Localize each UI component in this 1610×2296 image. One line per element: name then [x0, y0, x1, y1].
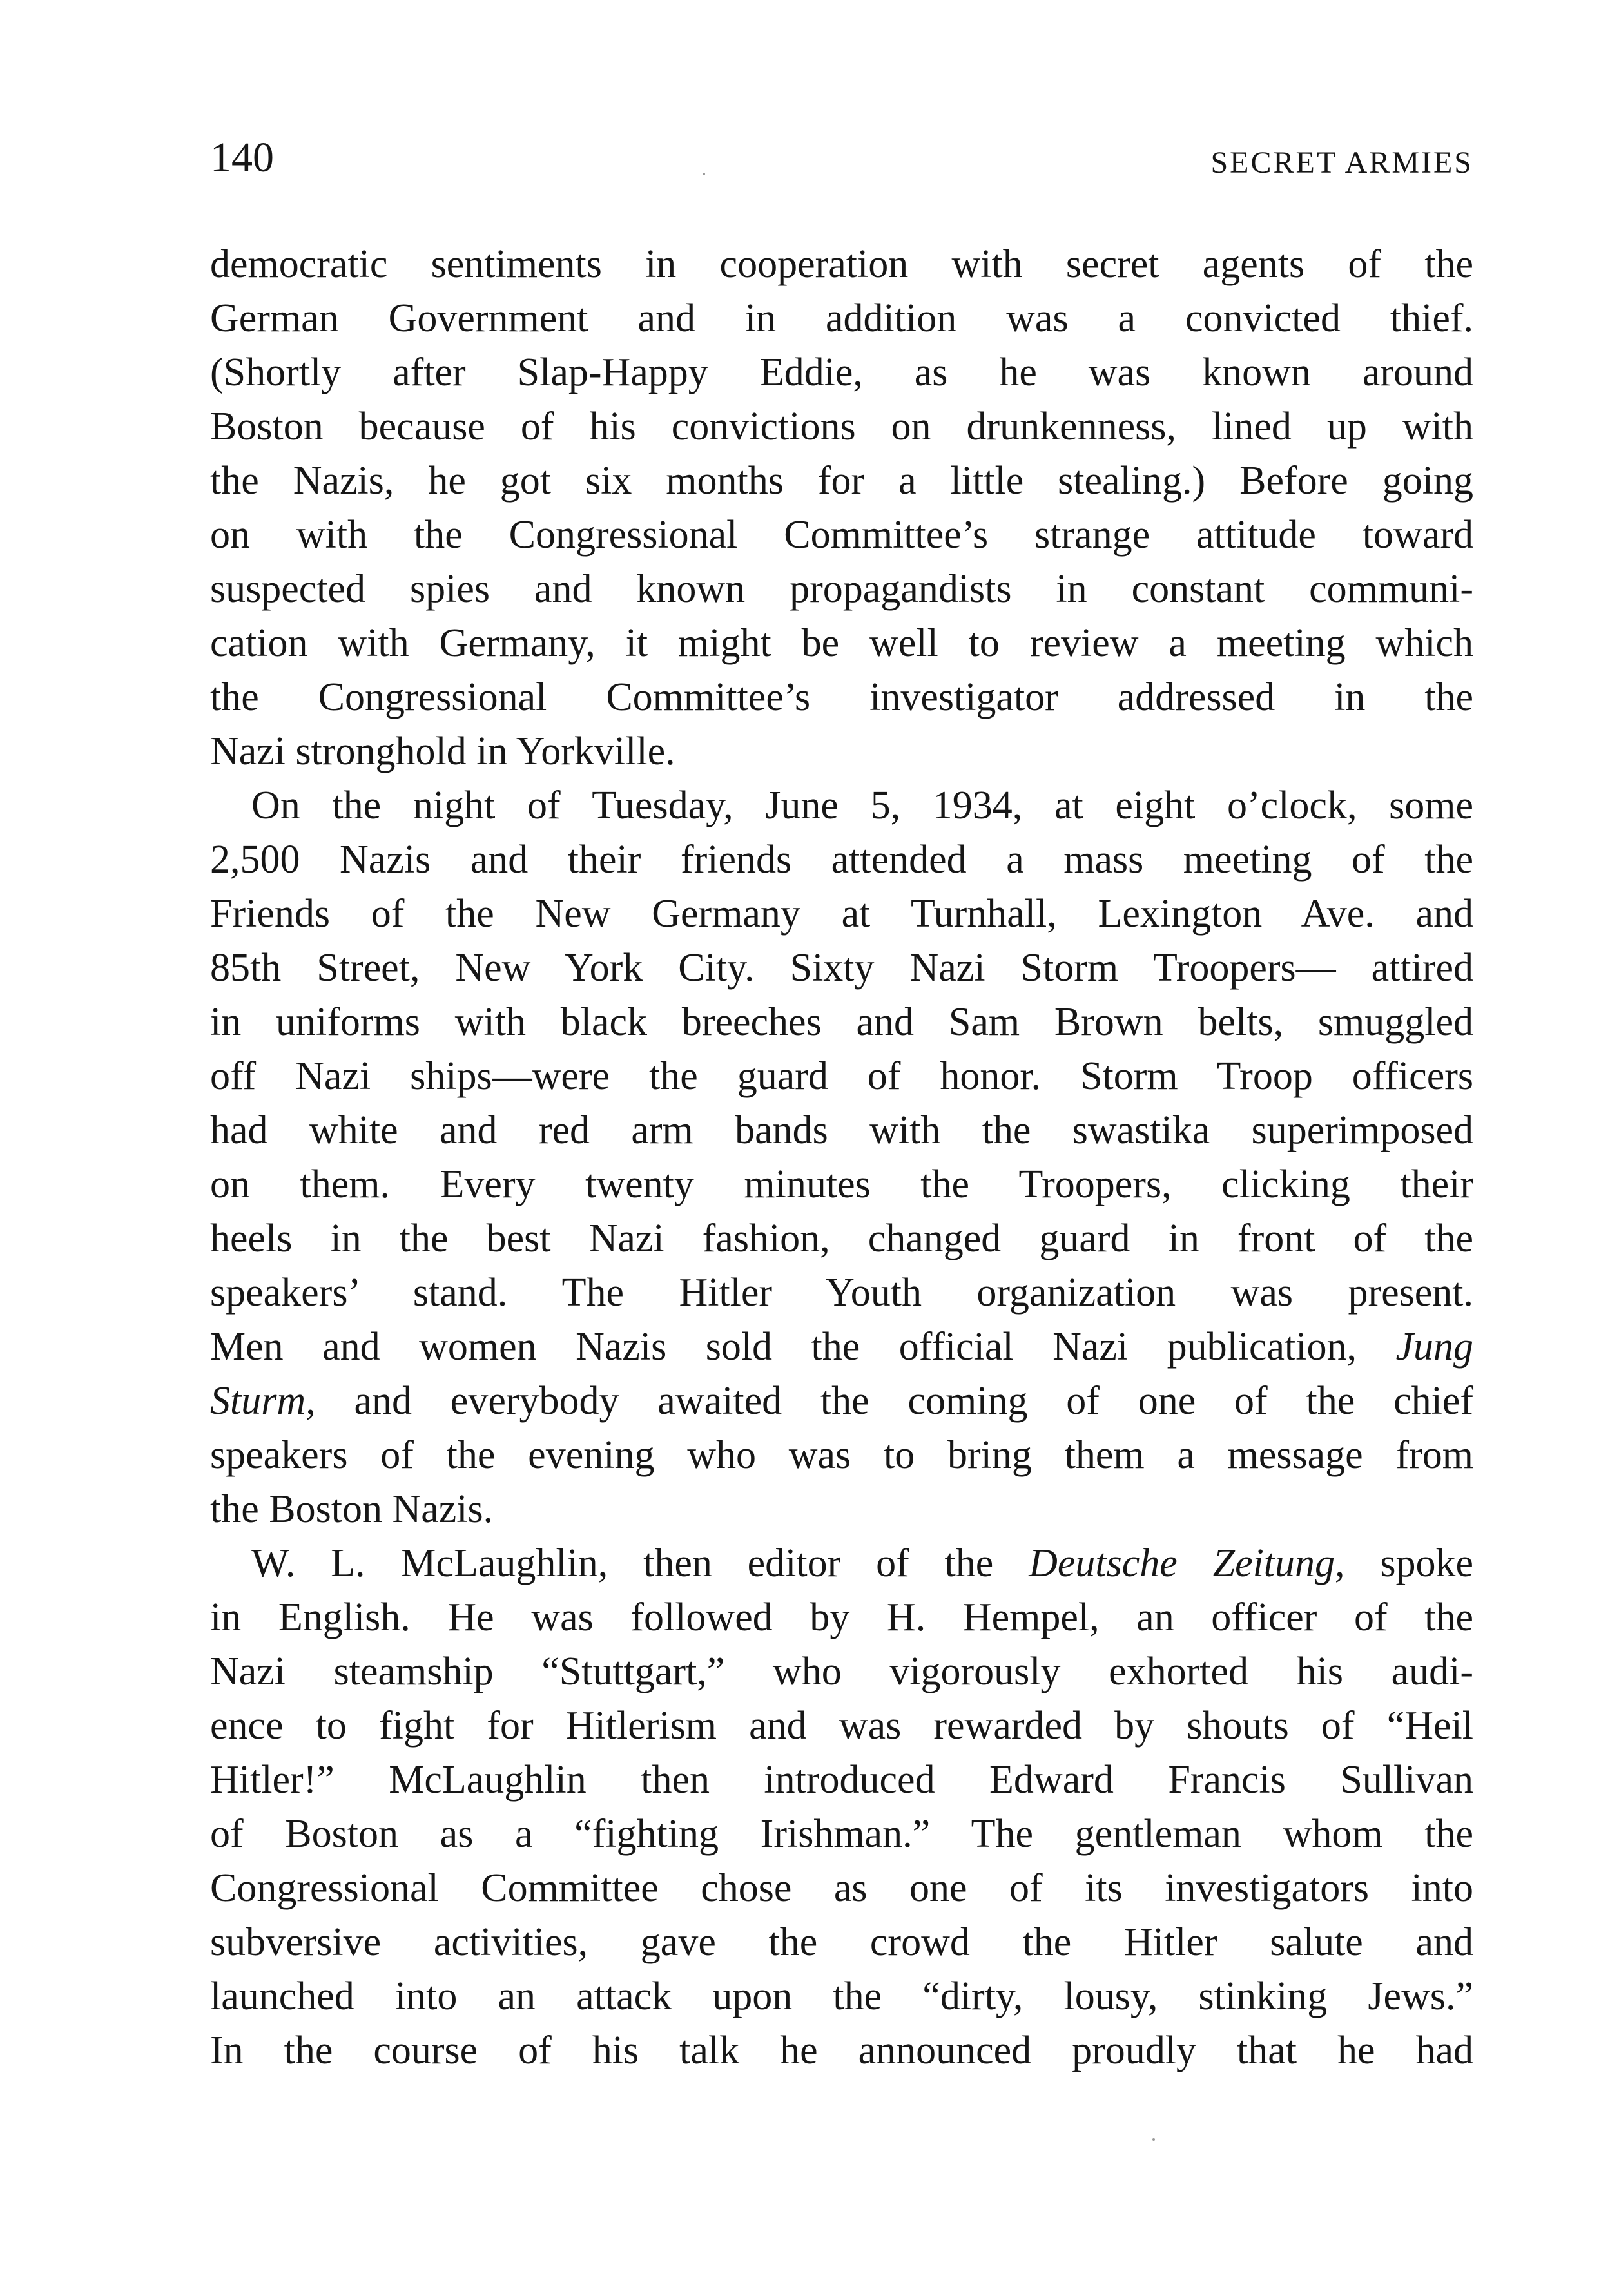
body-text: [210, 237, 1473, 2078]
text-segment: spoke: [1380, 1541, 1474, 1585]
text-line: suspected spies and known propagandists in constant communi-: [210, 567, 1473, 611]
publication-title-italic: Sturm,: [210, 1379, 316, 1423]
paper-speck: [703, 173, 705, 175]
text-line: the Congressional Committee’s investigator addressed in the: [210, 675, 1473, 719]
text-line: speakers of the evening who was to bring them a message from: [210, 1433, 1473, 1477]
text-line: in uniforms with black breeches and Sam Brown belts, smuggled: [210, 1000, 1473, 1044]
text-line: 85th Street, New York City. Sixty Nazi Storm Troopers— attired: [210, 946, 1473, 990]
paper-speck: [1152, 2138, 1155, 2141]
text-segment: W. L. McLaughlin, then editor of the: [251, 1541, 994, 1585]
running-head: SECRET ARMIES: [1210, 146, 1473, 180]
text-line: On the night of Tuesday, June 5, 1934, at eight o’clock, some: [251, 784, 1473, 827]
text-line: the Nazis, he got six months for a little stealing.) Before going: [210, 459, 1473, 503]
text-line: had white and red arm bands with the swastika superimposed: [210, 1108, 1473, 1152]
text-line: 2,500 Nazis and their friends attended a mass meeting of the: [210, 838, 1473, 882]
text-line: on them. Every twenty minutes the Troopers, clicking their: [210, 1162, 1473, 1206]
text-line: subversive activities, gave the crowd the Hitler salute and: [210, 1920, 1473, 1964]
text-line: speakers’ stand. The Hitler Youth organization was present.: [210, 1271, 1473, 1315]
text-line: Hitler!” McLaughlin then introduced Edward Francis Sullivan: [210, 1758, 1473, 1802]
text-line: Boston because of his convictions on drunkenness, lined up with: [210, 405, 1473, 449]
publication-title-italic: Jung: [1395, 1325, 1474, 1369]
text-line: democratic sentiments in cooperation with secret agents of the: [210, 242, 1473, 286]
newspaper-title-italic: Deutsche Zeitung,: [1029, 1541, 1345, 1585]
page-number: 140: [210, 134, 274, 181]
text-line: off Nazi ships—were the guard of honor. Storm Troop officers: [210, 1054, 1473, 1098]
text-line: Nazi stronghold in Yorkville.: [210, 729, 675, 773]
text-line: ence to fight for Hitlerism and was rewarded by shouts of “Heil: [210, 1704, 1473, 1748]
text-line: launched into an attack upon the “dirty, lousy, stinking Jews.”: [210, 1974, 1473, 2018]
text-line: on with the Congressional Committee’s strange attitude toward: [210, 513, 1473, 557]
text-line: [210, 1320, 1473, 1374]
text-line: cation with Germany, it might be well to review a meeting which: [210, 621, 1473, 665]
text-line: [210, 1374, 1473, 1428]
text-line: German Government and in addition was a convicted thief.: [210, 296, 1473, 340]
text-line: Nazi steamship “Stuttgart,” who vigorously exhorted his audi-: [210, 1650, 1473, 1693]
text-line: in English. He was followed by H. Hempel, an officer of the: [210, 1596, 1473, 1639]
text-line: of Boston as a “fighting Irishman.” The gentleman whom the: [210, 1812, 1473, 1856]
text-line: heels in the best Nazi fashion, changed guard in front of the: [210, 1217, 1473, 1260]
text-line: the Boston Nazis.: [210, 1487, 494, 1531]
text-line: [210, 1536, 1473, 1590]
text-line: In the course of his talk he announced proudly that he had: [210, 2029, 1473, 2072]
text-line: Friends of the New Germany at Turnhall, Lexington Ave. and: [210, 892, 1473, 936]
text-line: Congressional Committee chose as one of its investigators into: [210, 1866, 1473, 1910]
text-segment: Men and women Nazis sold the official Nazi publication,: [210, 1325, 1357, 1369]
page-header: [210, 122, 1473, 193]
text-line: (Shortly after Slap-Happy Eddie, as he was known around: [210, 351, 1473, 394]
text-segment: and everybody awaited the coming of one of the chief: [354, 1379, 1473, 1423]
